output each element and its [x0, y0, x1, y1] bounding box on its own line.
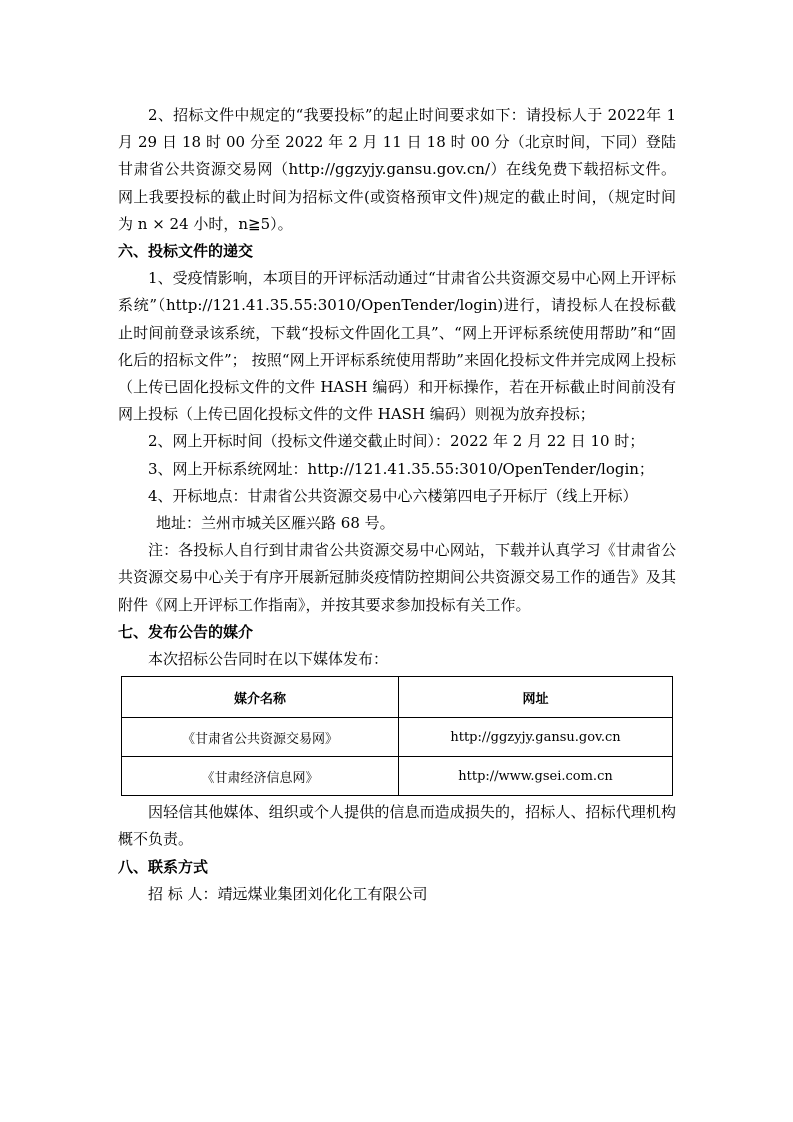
media-name-cell: 《甘肃经济信息网》	[122, 757, 399, 796]
bid-time-paragraph: 2、招标文件中规定的“我要投标”的起止时间要求如下：请投标人于 2022年 1 月 29 日 18 时 00 分至 2022 年 2 月 11 日 18 时 00 分（北京时间，下同）登陆甘肃省公共资源交易网（http://ggzyjy.gansu.gov.cn/）在线免费下载招标文件。网上我要投标的截止时间为招标文件(或资格预审文件)规定的截止时间，（规定时间为 n × 24 小时，n≧5）。	[118, 106, 676, 233]
opening-address-paragraph: 地址：兰州市城关区雁兴路 68 号。	[156, 514, 395, 533]
media-url-header: 网址	[399, 677, 673, 718]
note-paragraph: 注：各投标人自行到甘肃省公共资源交易中心网站，下载并认真学习《甘肃省公共资源交易中心关于有序开展新冠肺炎疫情防控期间公共资源交易工作的通告》及其附件《网上开评标工作指南》，并按其要求参加投标有关工作。	[118, 541, 676, 614]
opening-location-paragraph: 4、开标地点：甘肃省公共资源交易中心六楼第四电子开标厅（线上开标）	[148, 486, 638, 505]
section-7-heading: 七、发布公告的媒介	[118, 622, 254, 641]
online-bid-paragraph: 1、受疫情影响，本项目的开评标活动通过“甘肃省公共资源交易中心网上开评标系统”（http://121.41.35.55:3010/OpenTender/login)进行，请投标人在投标截止时间前登录该系统，下载“投标文件固化工具”、“网上开评标系统使用帮助”和“固化后的招标文件”； 按照“网上开评标系统使用帮助”来固化投标文件并完成网上投标（上传已固化投标文件的文件 HASH 编码）和开标操作，若在开标截止时间前没有网上投标（上传已固化投标文件的文件 HASH 编码）则视为放弃投标；	[118, 269, 676, 424]
media-name-header: 媒介名称	[122, 677, 399, 718]
media-table-header-row	[122, 677, 673, 718]
opening-time-paragraph: 2、网上开标时间（投标文件递交截止时间）：2022 年 2 月 22 日 10 时；	[148, 432, 645, 451]
media-intro-paragraph: 本次招标公告同时在以下媒体发布：	[148, 650, 389, 669]
tenderer-line: 招 标 人：靖远煤业集团刘化化工有限公司	[148, 884, 428, 903]
table-row	[122, 757, 673, 796]
table-row	[122, 718, 673, 757]
document-body	[118, 102, 676, 908]
media-url-cell: http://www.gsei.com.cn	[399, 757, 673, 796]
section-6-heading: 六、投标文件的递交	[118, 242, 254, 261]
section-8-heading: 八、联系方式	[118, 857, 209, 876]
disclaimer-paragraph: 因轻信其他媒体、组织或个人提供的信息而造成损失的，招标人、招标代理机构概不负责。	[118, 803, 676, 849]
opening-system-url-paragraph: 3、网上开标系统网址：http://121.41.35.55:3010/OpenTender/login；	[148, 459, 654, 478]
media-url-cell: http://ggzyjy.gansu.gov.cn	[399, 718, 673, 757]
media-name-cell: 《甘肃省公共资源交易网》	[122, 718, 399, 757]
media-table	[121, 676, 673, 796]
